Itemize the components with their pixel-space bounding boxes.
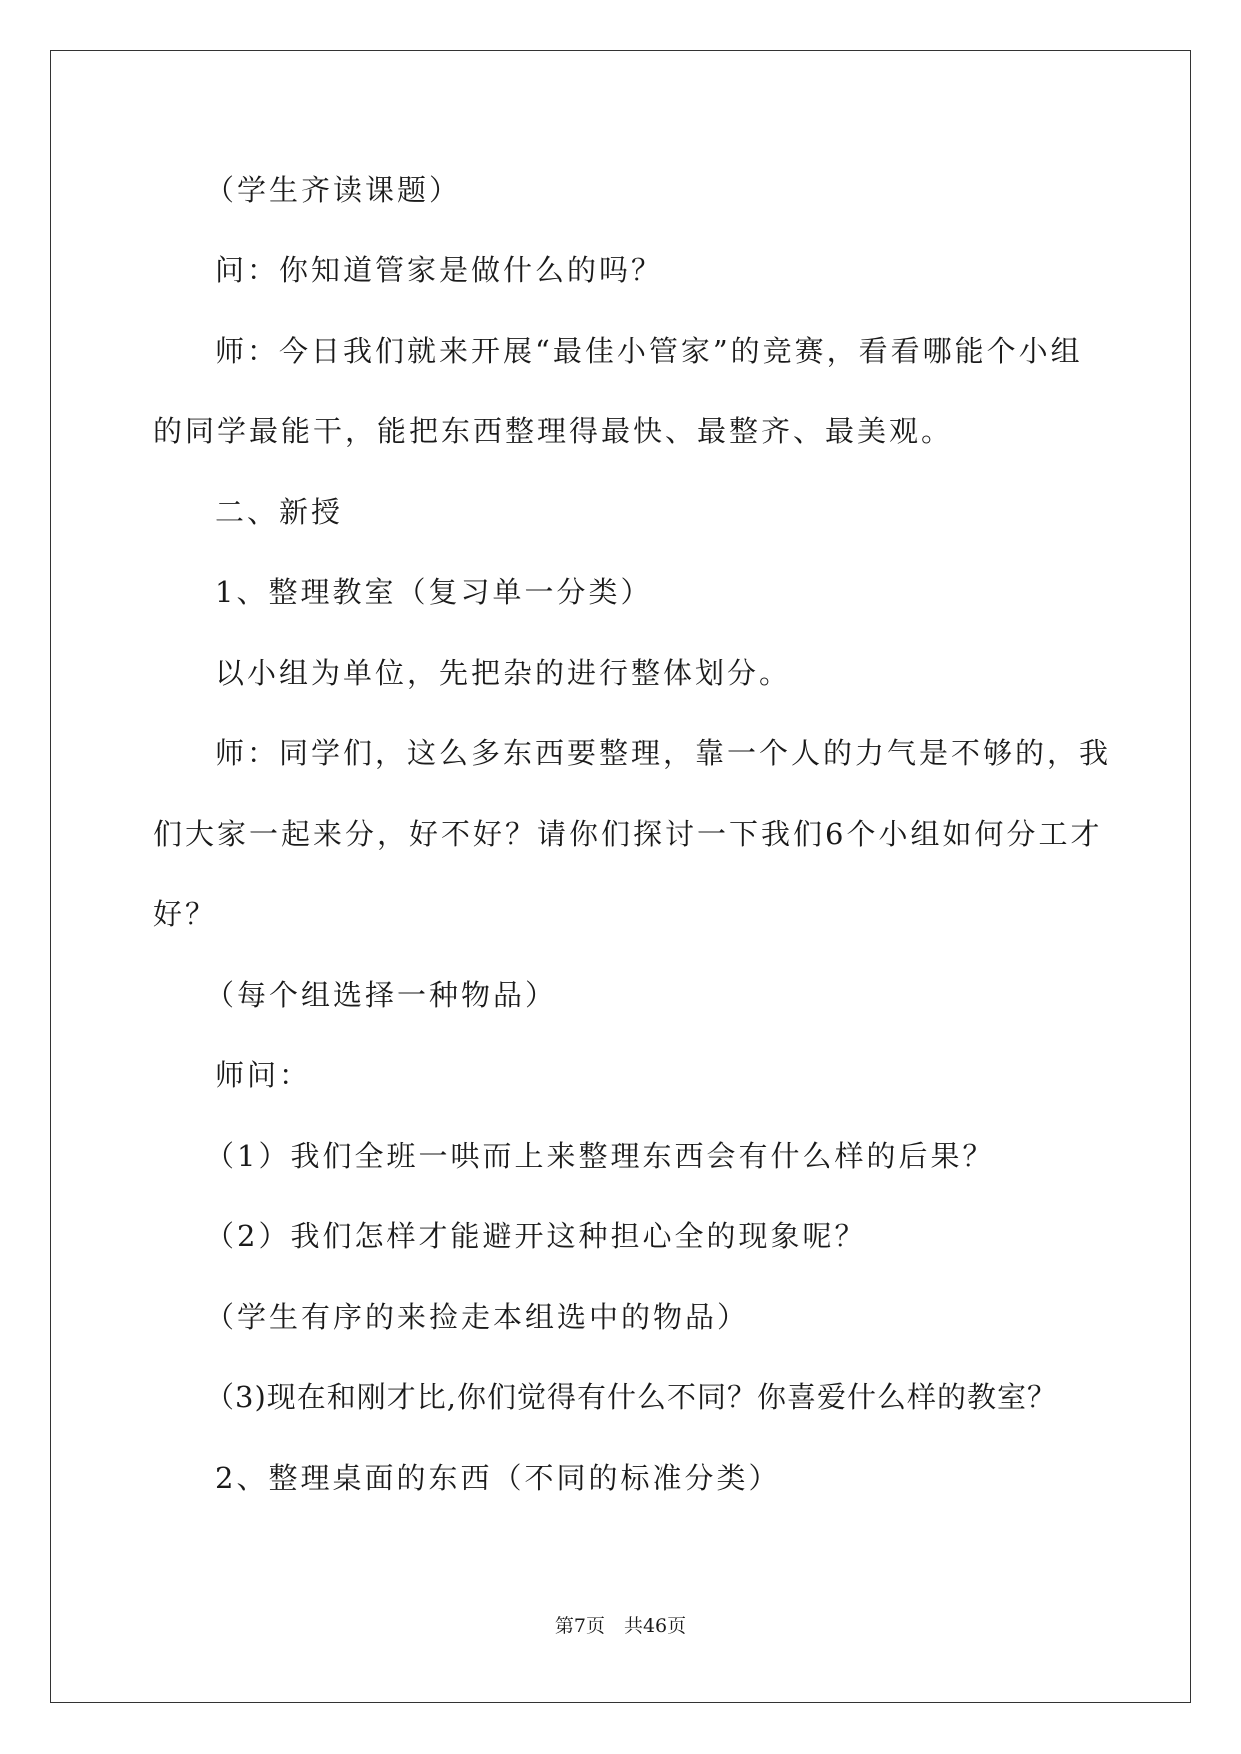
paragraph-line: 的同学最能干，能把东西整理得最快、最整齐、最美观。 bbox=[153, 414, 954, 448]
paragraph-line: （1）我们全班一哄而上来整理东西会有什么样的后果？ bbox=[205, 1139, 995, 1173]
paragraph-line: 们大家一起来分，好不好？请你们探讨一下我们6个小组如何分工才 bbox=[153, 817, 1103, 851]
page-number-footer: 第7页 共46页 bbox=[554, 1615, 687, 1637]
paragraph-line: （2）我们怎样才能避开这种担心全的现象呢？ bbox=[205, 1219, 867, 1253]
paragraph-line: （学生有序的来捡走本组选中的物品） bbox=[205, 1300, 750, 1334]
subsection-heading: 2、整理桌面的东西（不同的标准分类） bbox=[215, 1461, 781, 1495]
paragraph-line: （学生齐读课题） bbox=[205, 173, 462, 207]
paragraph-line: 师：今日我们就来开展“最佳小管家”的竞赛，看看哪能个小组 bbox=[215, 334, 1083, 368]
paragraph-line: 以小组为单位，先把杂的进行整体划分。 bbox=[215, 656, 792, 690]
paragraph-line: （每个组选择一种物品） bbox=[205, 978, 558, 1012]
page-border bbox=[50, 50, 1191, 1703]
paragraph-line: 好？ bbox=[153, 897, 218, 931]
subsection-heading: 1、整理教室（复习单一分类） bbox=[215, 575, 653, 609]
paragraph-line: 问：你知道管家是做什么的吗？ bbox=[215, 253, 664, 287]
section-heading: 二、新授 bbox=[215, 495, 344, 529]
paragraph-line: 师：同学们，这么多东西要整理，靠一个人的力气是不够的，我 bbox=[215, 736, 1112, 770]
paragraph-line: 师问： bbox=[215, 1058, 312, 1092]
paragraph-line: （3)现在和刚才比,你们觉得有什么不同？你喜爱什么样的教室？ bbox=[205, 1380, 1057, 1414]
